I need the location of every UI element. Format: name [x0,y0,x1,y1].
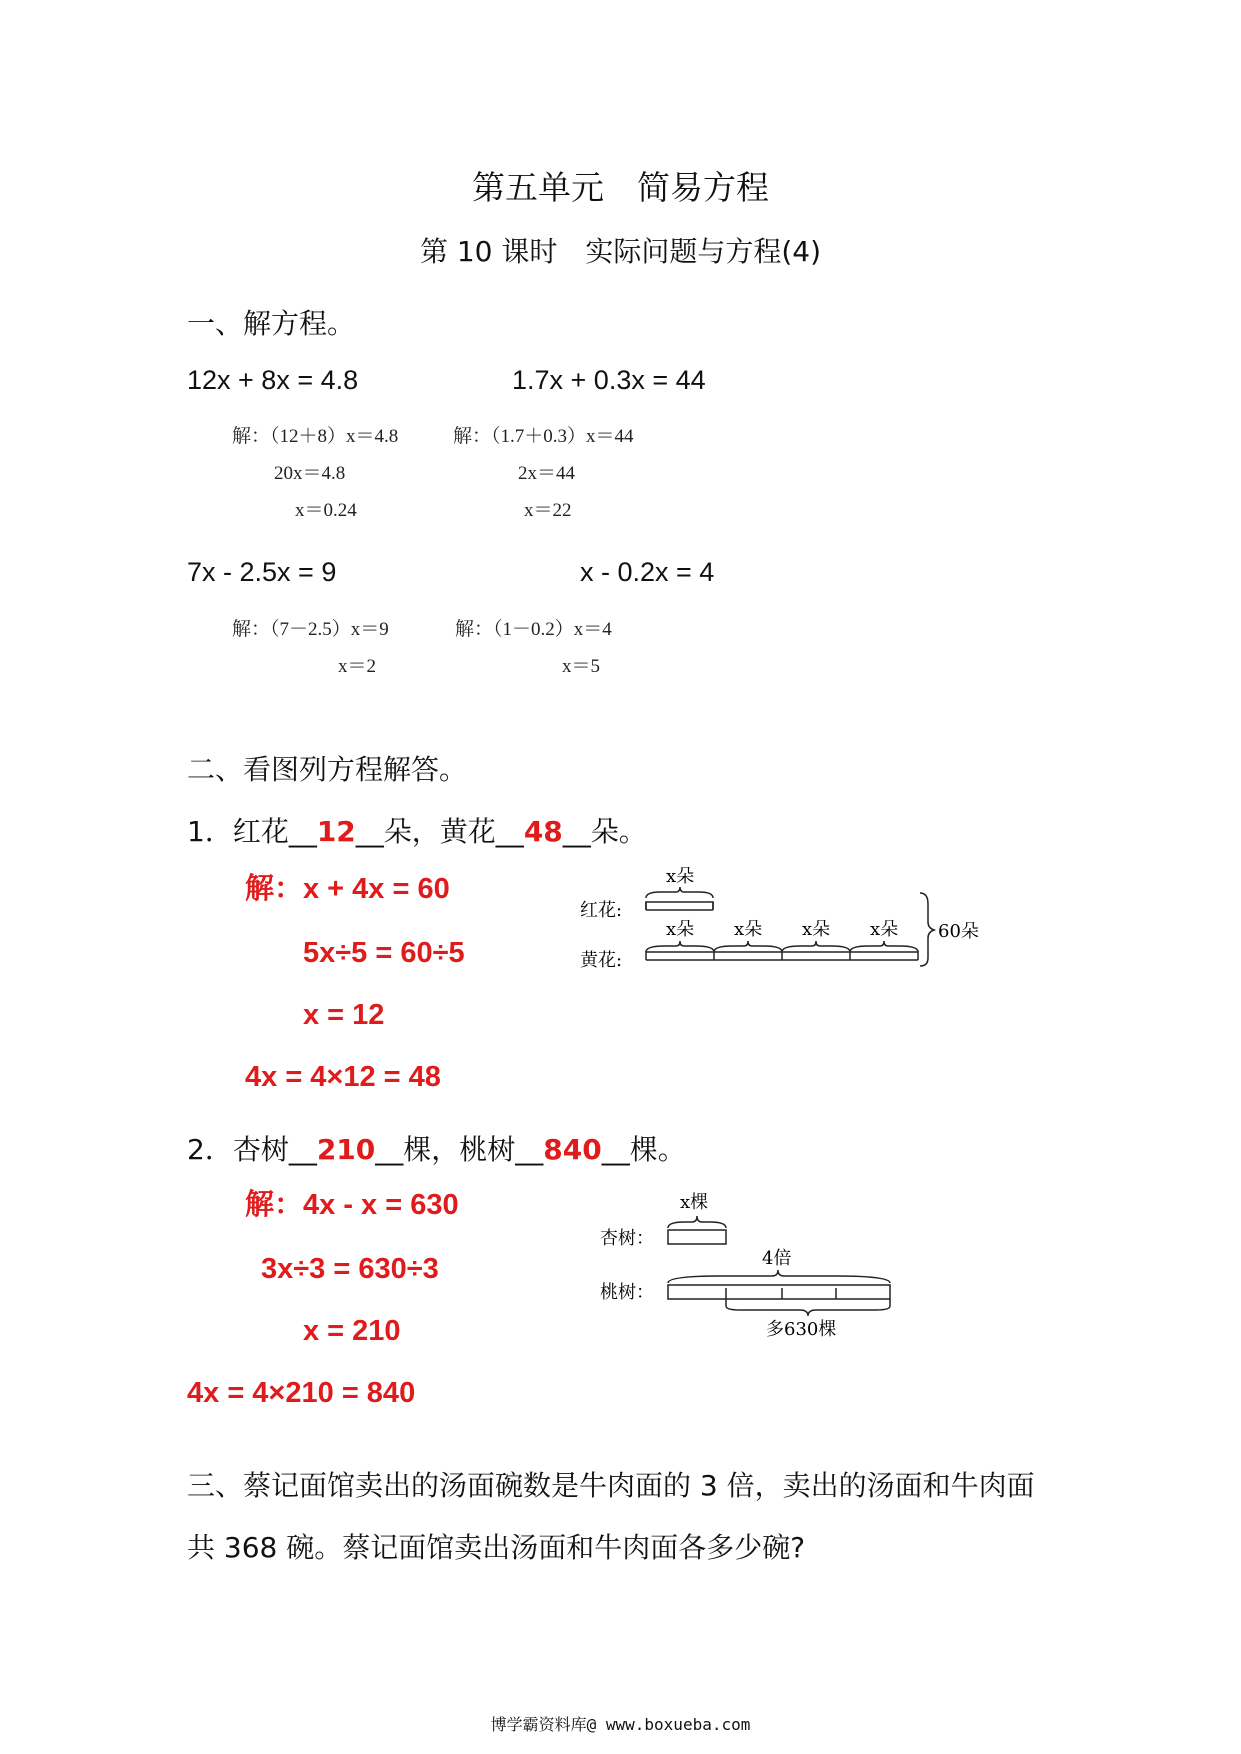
question-2 [187,1128,686,1168]
problem-4-step-2: x＝5 [562,656,601,677]
q2-solution-line-1: 解：4x - x = 630 [245,1189,459,1221]
question-2-suffix: __棵。 [601,1133,686,1166]
question-1-prefix: 1．红花__ [187,815,317,848]
apricot-brace [668,1216,726,1228]
question-1-mid: __朵，黄花__ [355,815,524,848]
question-2-mid: __棵，桃树__ [375,1133,544,1166]
problem-2-step-3: x＝22 [524,500,572,521]
yellow-brace-3 [782,941,850,952]
problem-2-equation: 1.7x + 0.3x = 44 [512,365,706,395]
q2-solution-line-3: x = 210 [303,1315,401,1347]
question-1-answer-yellow: 48 [523,815,563,848]
yellow-brace-1 [646,941,714,952]
section3-line-2: 共 368 碗。蔡记面馆卖出汤面和牛肉面各多少碗? [187,1531,806,1564]
red-brace [646,887,713,898]
question-2-prefix: 2．杏树__ [187,1133,317,1166]
problem-4-step-1: 解：（1－0.2）x＝4 [455,619,612,640]
more-label: 多630棵 [766,1319,837,1338]
apricot-label: 杏树： [600,1228,654,1249]
flowers-diagram [580,860,1000,975]
red-unit-label: x朵 [666,866,695,887]
apricot-unit-label: x棵 [680,1192,709,1213]
yellow-unit-label-1: x朵 [666,919,695,940]
problem-2-step-2: 2x＝44 [518,463,576,484]
more-brace [726,1299,890,1316]
yellow-brace-4 [850,941,918,952]
question-1-answer-red: 12 [316,815,356,848]
footer-watermark: 博学霸资料库@ www.boxueba.com [490,1715,751,1734]
problem-3-step-1: 解：（7－2.5）x＝9 [232,619,389,640]
question-2-answer-peach: 840 [543,1133,602,1166]
problem-1-step-3: x＝0.24 [295,500,357,521]
yellow-unit-label-4: x朵 [870,919,899,940]
peach-label: 桃树： [600,1282,654,1303]
trees-diagram [600,1188,920,1338]
problem-2-step-1: 解：（1.7＋0.3）x＝44 [453,426,634,447]
problem-1-equation: 12x + 8x = 4.8 [187,365,359,395]
red-flower-segment [646,902,713,910]
q2-solution-line-2: 3x÷3 = 630÷3 [261,1253,439,1285]
yellow-flower-label: 黄花: [580,950,623,971]
problem-3-equation: 7x - 2.5x = 9 [187,557,337,587]
q1-solution-line-4: 4x = 4×12 = 48 [245,1061,441,1093]
section1-heading: 一、解方程。 [187,307,356,340]
problem-1-step-1: 解：（12＋8）x＝4.8 [232,426,399,447]
q2-solution-line-4: 4x = 4×210 = 840 [187,1377,416,1409]
apricot-segment [668,1230,726,1244]
q1-solution-line-2: 5x÷5 = 60÷5 [303,937,465,969]
question-1 [187,810,647,850]
yellow-unit-label-2: x朵 [734,919,763,940]
yellow-unit-label-3: x朵 [802,919,831,940]
problem-1-step-2: 20x＝4.8 [274,463,346,484]
section3-line-1: 三、蔡记面馆卖出的汤面碗数是牛肉面的 3 倍，卖出的汤面和牛肉面 [187,1469,1035,1502]
total-label: 60朵 [938,921,979,942]
times-brace [668,1270,890,1283]
red-flower-label: 红花: [580,900,623,921]
section2-heading: 二、看图列方程解答。 [187,753,468,786]
yellow-brace-2 [714,941,782,952]
problem-3-step-2: x＝2 [338,656,377,677]
peach-segment [668,1285,890,1299]
question-2-answer-apricot: 210 [316,1133,376,1166]
question-1-suffix: __朵。 [562,815,647,848]
total-brace [920,893,934,966]
q1-solution-line-3: x = 12 [303,999,385,1031]
times-label: 4倍 [762,1248,792,1269]
q1-solution-line-1: 解：x + 4x = 60 [245,873,450,905]
problem-4-equation: x - 0.2x = 4 [580,557,715,587]
page-title: 第五单元 简易方程 [472,168,769,207]
page-subtitle: 第 10 课时 实际问题与方程(4) [419,235,822,268]
